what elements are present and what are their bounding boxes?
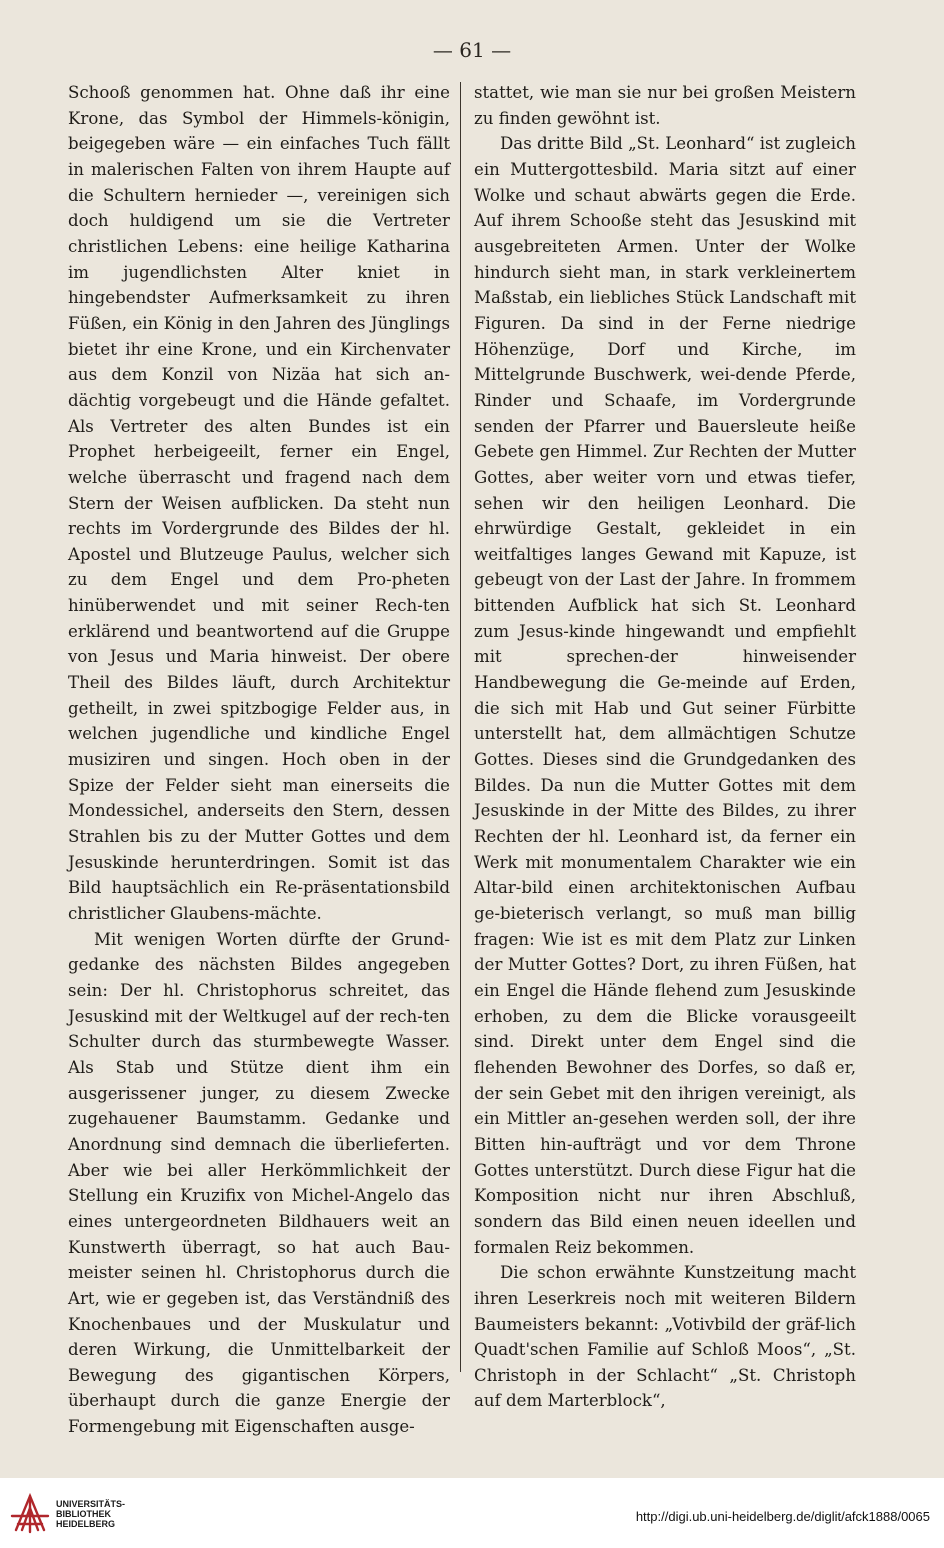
paragraph: stattet, wie man sie nur bei großen Meistern zu finden gewöhnt ist. [474, 83, 856, 128]
page-number: — 61 — [432, 38, 512, 62]
library-line: UNIVERSITÄTS- [56, 1499, 126, 1509]
library-line: HEIDELBERG [56, 1519, 116, 1529]
paragraph: Mit wenigen Worten dürfte der Grund-gedanke des nächsten Bildes angegeben sein: Der hl. Christophorus schreitet, das Jesuskind mit der Weltkugel auf der rech-ten Schulter durch das sturmbewegte Wasser. Als Stab und Stütze dient ihm ein ausgerissener junger, zu diesem Zwecke zugehauener Baumstamm. Gedanke und Anordnung sind demnach die überlieferten. Aber wie bei aller Herkömmlichkeit der Stellung ein Kruzifix von Michel-Angelo das eines untergeordneten Bildhauers weit an Kunstwerth überragt, so hat auch Bau-meister seinen hl. Christophorus durch die Art, wie er gegeben ist, das Verständniß des Knochenbaues und der Muskulatur und deren Wirkung, die Unmittelbarkeit der Bewegung des gigantischen Körpers, überhaupt durch die ganze Energie der Formengebung mit Eigenschaften ausge- [68, 929, 450, 1437]
left-text-column [68, 80, 450, 1440]
right-text-column [474, 80, 856, 1414]
paragraph: Schooß genommen hat. Ohne daß ihr eine Krone, das Symbol der Himmels-königin, beigegeben wäre — ein einfaches Tuch fällt in malerischen Falten von ihrem Haupte auf die Schultern hernieder —, vereinigen sich doch huldigend um sie die Vertreter christlichen Lebens: eine heilige Katharina im jugendlichsten Alter kniet in hingebendster Aufmerksamkeit zu ihren Füßen, ein König in den Jahren des Jünglings bietet ihr eine Krone, und ein Kirchenvater aus dem Konzil von Nizäa hat sich an-dächtig vorgebeugt und die Hände gefaltet. Als Vertreter des alten Bundes ist ein Prophet herbeigeeilt, ferner ein Engel, welche überrascht und fragend nach dem Stern der Weisen aufblicken. Da steht nun rechts im Vordergrunde des Bildes der hl. Apostel und Blutzeuge Paulus, welcher sich zu dem Engel und dem Pro-pheten hinüberwendet und mit seiner Rech-ten erklärend und beantwortend auf die Gruppe von Jesus und Maria hinweist. Der obere Theil des Bildes läuft, durch Architektur getheilt, in zwei spitzbogige Felder aus, in welchen jugendliche und kindliche Engel musiziren und singen. Hoch oben in der Spize der Felder sieht man einerseits die Mondessichel, anderseits den Stern, dessen Strahlen bis zu der Mutter Gottes und dem Jesuskinde herunterdringen. Somit ist das Bild hauptsächlich ein Re-präsentationsbild christlicher Glaubens-mächte. [68, 83, 450, 923]
library-logo-icon [10, 1492, 50, 1536]
paragraph: Die schon erwähnte Kunstzeitung macht ihren Leserkreis noch mit weiteren Bildern Baumeisters bekannt: „Votivbild der gräf-lich Quadt'schen Familie auf Schloß Moos“, „St. Christoph in der Schlacht“ „St. Christoph auf dem Marterblock“, [474, 1263, 856, 1411]
paragraph: Das dritte Bild „St. Leonhard“ ist zugleich ein Muttergottesbild. Maria sitzt auf einer Wolke und schaut abwärts gegen die Erde. Auf ihrem Schooße steht das Jesuskind mit ausgebreiteten Armen. Unter der Wolke hindurch sieht man, in stark verkleinertem Maßstab, ein liebliches Stück Landschaft mit Figuren. Da sind in der Ferne niedrige Höhenzüge, Dorf und Kirche, im Mittelgrunde Buschwerk, wei-dende Pferde, Rinder und Schaafe, im Vordergrunde senden der Pfarrer und Bauersleute heiße Gebete gen Himmel. Zur Rechten der Mutter Gottes, aber weiter vorn und etwas tiefer, sehen wir den heiligen Leonhard. Die ehrwürdige Gestalt, gekleidet in ein weitfaltiges langes Gewand mit Kapuze, ist gebeugt von der Last der Jahre. In frommem bittenden Aufblick hat sich St. Leonhard zum Jesus-kinde hingewandt und empfiehlt mit sprechen-der hinweisender Handbewegung die Ge-meinde auf Erden, die sich mit Hab und Gut seiner Fürbitte unterstellt hat, dem allmächtigen Schutze Gottes. Dieses sind die Grundgedanken des Bildes. Da nun die Mutter Gottes mit dem Jesuskinde in der Mitte des Bildes, zu ihrer Rechten der hl. Leonhard ist, da ferner ein Werk mit monumentalem Charakter wie ein Altar-bild einen architektonischen Aufbau ge-bieterisch verlangt, so muß man billig fragen: Wie ist es mit dem Platz zur Linken der Mutter Gottes? Dort, zu ihren Füßen, hat ein Engel die Hände flehend zum Jesuskinde erhoben, zu dem die Blicke vorausgeeilt sind. Direkt unter dem Engel sind die flehenden Bewohner des Dorfes, so daß er, der sein Gebet mit den ihrigen vereinigt, als ein Mittler an-gesehen werden soll, der ihre Bitten hin-aufträgt und vor dem Throne Gottes unterstützt. Durch diese Figur hat die Komposition nicht nur ihren Abschluß, sondern das Bild einen neuen ideellen und formalen Reiz bekommen. [474, 134, 856, 1257]
column-divider [460, 82, 461, 1372]
library-name [56, 1499, 125, 1529]
library-line: BIBLIOTHEK [56, 1509, 111, 1519]
source-url[interactable]: http://digi.ub.uni-heidelberg.de/diglit/afck1888/0065 [635, 1509, 930, 1524]
